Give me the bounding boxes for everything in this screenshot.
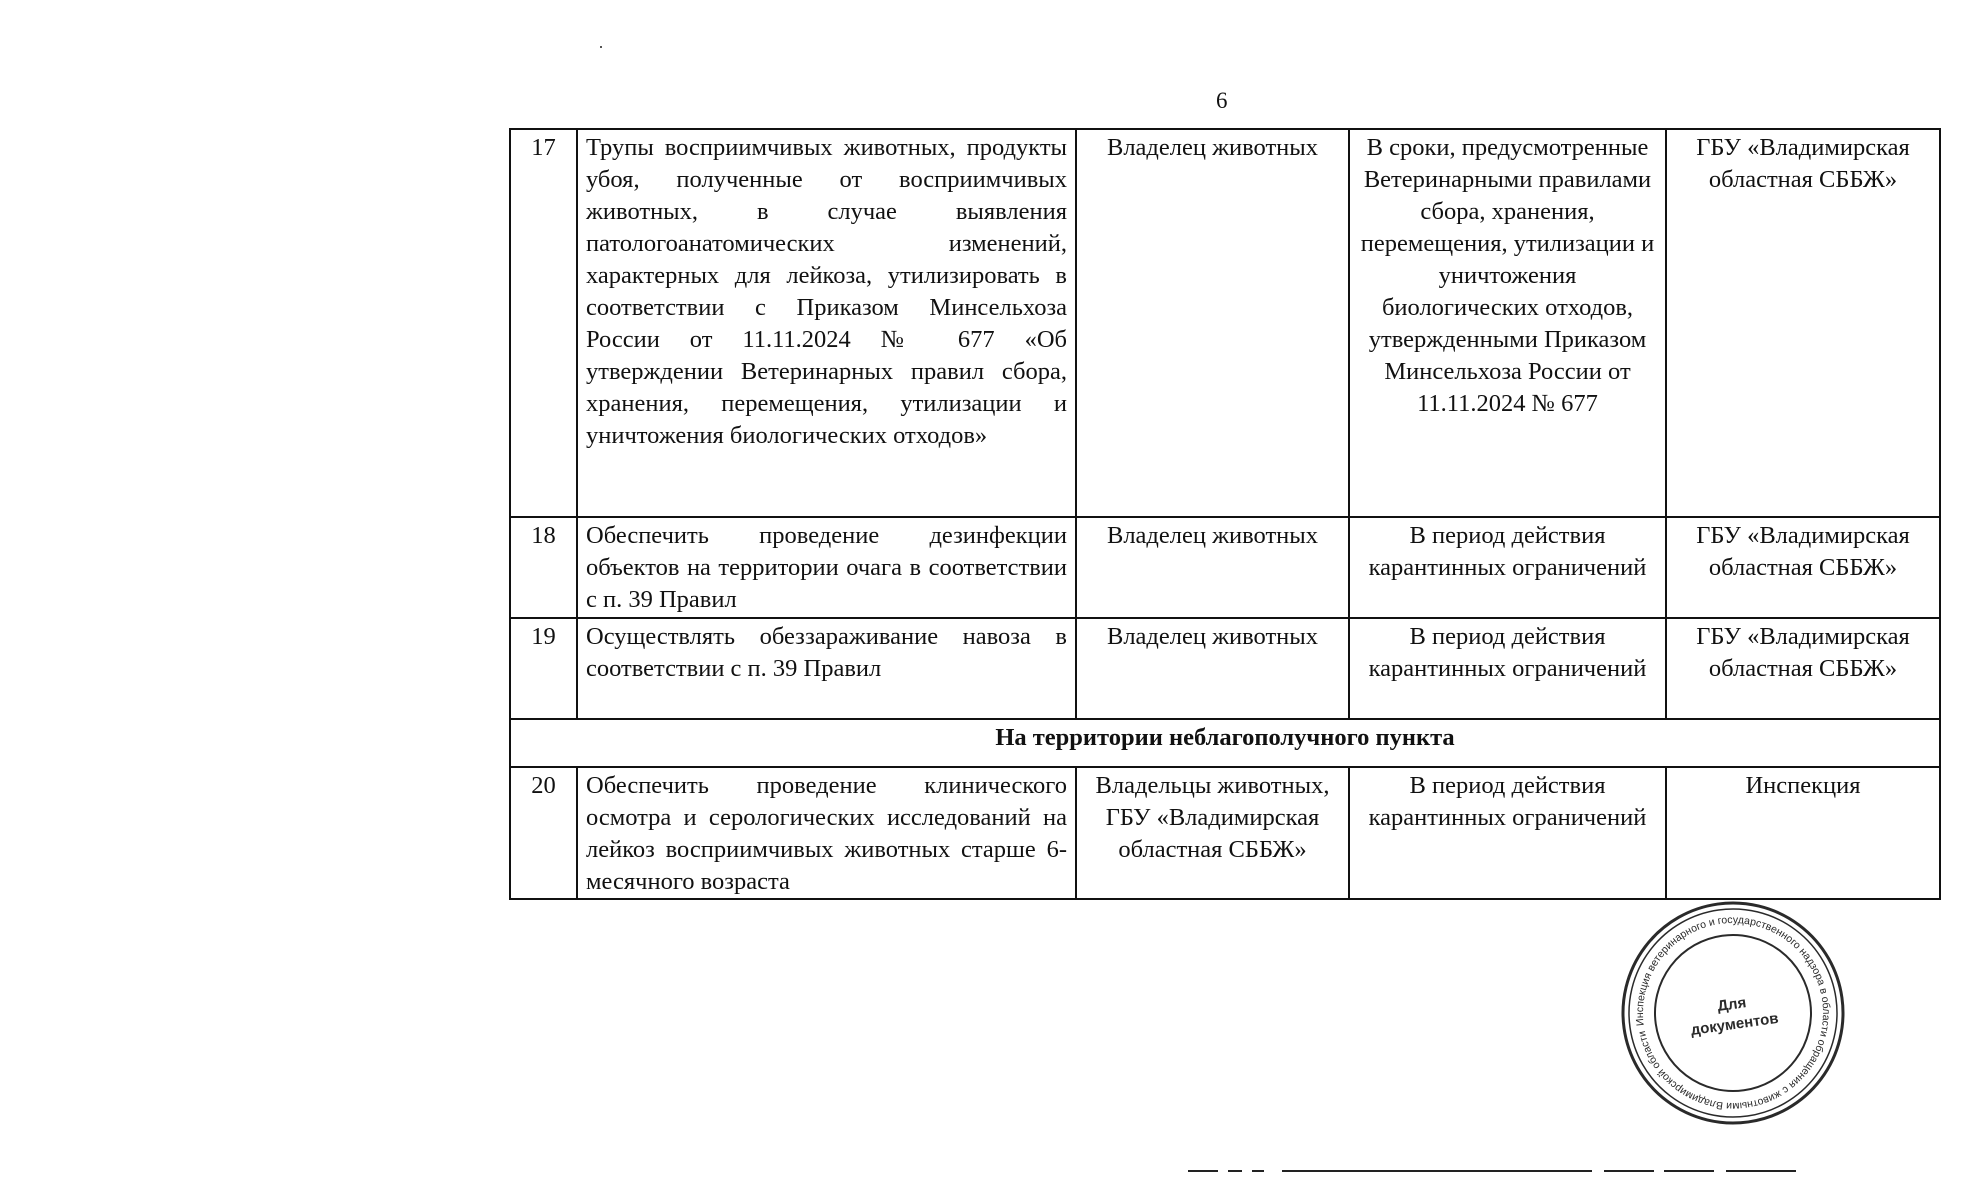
responsible-cell: Владелец животных <box>1076 129 1349 517</box>
stamp-center-line1: Для <box>1716 994 1748 1016</box>
table-row <box>510 129 1940 517</box>
row-number: 18 <box>510 517 577 618</box>
scan-speck <box>600 46 602 48</box>
deadline-cell: В период действия карантинных ограничений <box>1349 517 1666 618</box>
footer-line <box>1282 1170 1592 1172</box>
section-title: На территории неблагополучного пункта <box>510 719 1940 767</box>
controller-cell: ГБУ «Владимирская областная СББЖ» <box>1666 517 1940 618</box>
stamp-center-line2: документов <box>1689 1009 1780 1039</box>
official-stamp <box>1618 898 1848 1128</box>
controller-cell: Инспекция <box>1666 767 1940 899</box>
table-row <box>510 517 1940 618</box>
responsible-cell: Владельцы животных, ГБУ «Владимирская областная СББЖ» <box>1076 767 1349 899</box>
measures-table <box>509 128 1941 900</box>
measure-text: Осуществлять обеззараживание навоза в соответствии с п. 39 Правил <box>577 618 1076 719</box>
controller-cell: ГБУ «Владимирская областная СББЖ» <box>1666 129 1940 517</box>
deadline-cell: В период действия карантинных ограничений <box>1349 767 1666 899</box>
stamp-ring-text: Инспекция ветеринарного и государственного надзора в области обращения с животными Владимирской области <box>1633 913 1833 1113</box>
responsible-cell: Владелец животных <box>1076 517 1349 618</box>
deadline-cell: В период действия карантинных ограничений <box>1349 618 1666 719</box>
footer-line <box>1252 1170 1264 1172</box>
responsible-cell: Владелец животных <box>1076 618 1349 719</box>
measure-text: Обеспечить проведение клинического осмотра и серологических исследований на лейкоз восприимчивых животных старше 6-месячного возраста <box>577 767 1076 899</box>
measure-text: Трупы восприимчивых животных, продукты убоя, полученные от восприимчивых животных, в случае выявления патологоанатомических изменений, характерных для лейкоза, утилизировать в соответствии с Приказом Минсельхоза России от 11.11.2024 № 677 «Об утверждении Ветеринарных правил сбора, хранения, перемещения, утилизации и уничтожения биологических отходов» <box>577 129 1076 517</box>
page-number: 6 <box>1216 88 1228 113</box>
footer-line <box>1664 1170 1714 1172</box>
table-row <box>510 618 1940 719</box>
footer-line <box>1188 1170 1218 1172</box>
row-number: 20 <box>510 767 577 899</box>
row-number: 17 <box>510 129 577 517</box>
section-row <box>510 719 1940 767</box>
footer-line <box>1726 1170 1796 1172</box>
footer-line <box>1604 1170 1654 1172</box>
row-number: 19 <box>510 618 577 719</box>
measure-text: Обеспечить проведение дезинфекции объектов на территории очага в соответствии с п. 39 Правил <box>577 517 1076 618</box>
controller-cell: ГБУ «Владимирская областная СББЖ» <box>1666 618 1940 719</box>
footer-line <box>1228 1170 1242 1172</box>
table-row <box>510 767 1940 899</box>
deadline-cell: В сроки, предусмотренные Ветеринарными правилами сбора, хранения, перемещения, утилизации и уничтожения биологических отходов, утвержденными Приказом Минсельхоза России от 11.11.2024 № 677 <box>1349 129 1666 517</box>
